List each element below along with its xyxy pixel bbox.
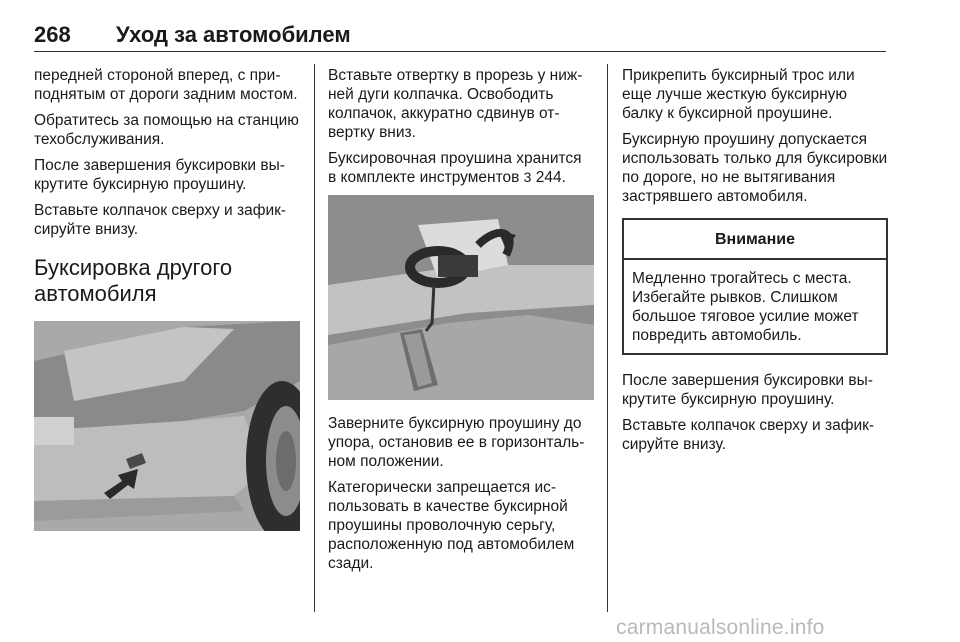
paragraph: Прикрепить буксирный трос или еще лучше жесткую буксирную балку к буксирной проушине. <box>622 67 855 122</box>
paragraph-text: Буксировочная проушина хранится в комплекте инструментов <box>328 150 582 186</box>
column-2 <box>328 66 594 580</box>
warning-title: Внимание <box>624 220 886 260</box>
warning-body: Медленно трогайтесь с места. Избегайте рывков. Слишком большое тяговое усилие может повредить автомобиль. <box>632 270 859 344</box>
chapter-title: Уход за автомобилем <box>116 22 351 47</box>
paragraph: Вставьте колпачок сверху и зафиксируйте внизу. <box>34 202 287 238</box>
tow-eye-installation-illustration <box>328 195 594 400</box>
watermark: carmanualsonline.info <box>616 616 825 639</box>
page-number: 268 <box>34 22 71 47</box>
column-divider-2 <box>607 64 608 612</box>
column-1 <box>34 66 302 531</box>
paragraph: Вставьте колпачок сверху и зафиксируйте внизу. <box>622 417 875 453</box>
page-header <box>34 22 886 52</box>
paragraph: Буксирную проушину допускается использовать только для буксировки по дороге, но не вытягивания застрявшего автомобиля. <box>622 131 888 205</box>
paragraph: передней стороной вперед, с приподнятым от дороги задним мостом. <box>34 67 298 103</box>
column-3 <box>622 66 888 461</box>
paragraph: Обратитесь за помощью на станцию техобслуживания. <box>34 112 299 148</box>
paragraph <box>328 149 594 187</box>
paragraph: После завершения буксировки выкрутите буксирную проушину. <box>34 157 285 193</box>
paragraph: После завершения буксировки выкрутите буксирную проушину. <box>622 372 873 408</box>
paragraph: Вставьте отвертку в прорезь у нижней дуги колпачка. Освободить колпачок, аккуратно сдвинув отвертку вниз. <box>328 67 583 141</box>
column-divider-1 <box>314 64 315 612</box>
page-reference[interactable]: 244. <box>531 169 566 186</box>
paragraph: Заверните буксирную проушину до упора, остановив ее в горизонтальном положении. <box>328 415 585 470</box>
warning-box <box>622 218 888 355</box>
header-rule <box>34 51 886 52</box>
car-rear-bumper-arrow-illustration <box>34 321 300 531</box>
page-reference-icon: 3 <box>523 169 532 185</box>
paragraph: Категорически запрещается использовать в качестве буксирной проушины проволочную серьгу, расположенную под автомобилем сзади. <box>328 479 575 572</box>
section-heading: Буксировка другого автомобиля <box>34 255 233 306</box>
